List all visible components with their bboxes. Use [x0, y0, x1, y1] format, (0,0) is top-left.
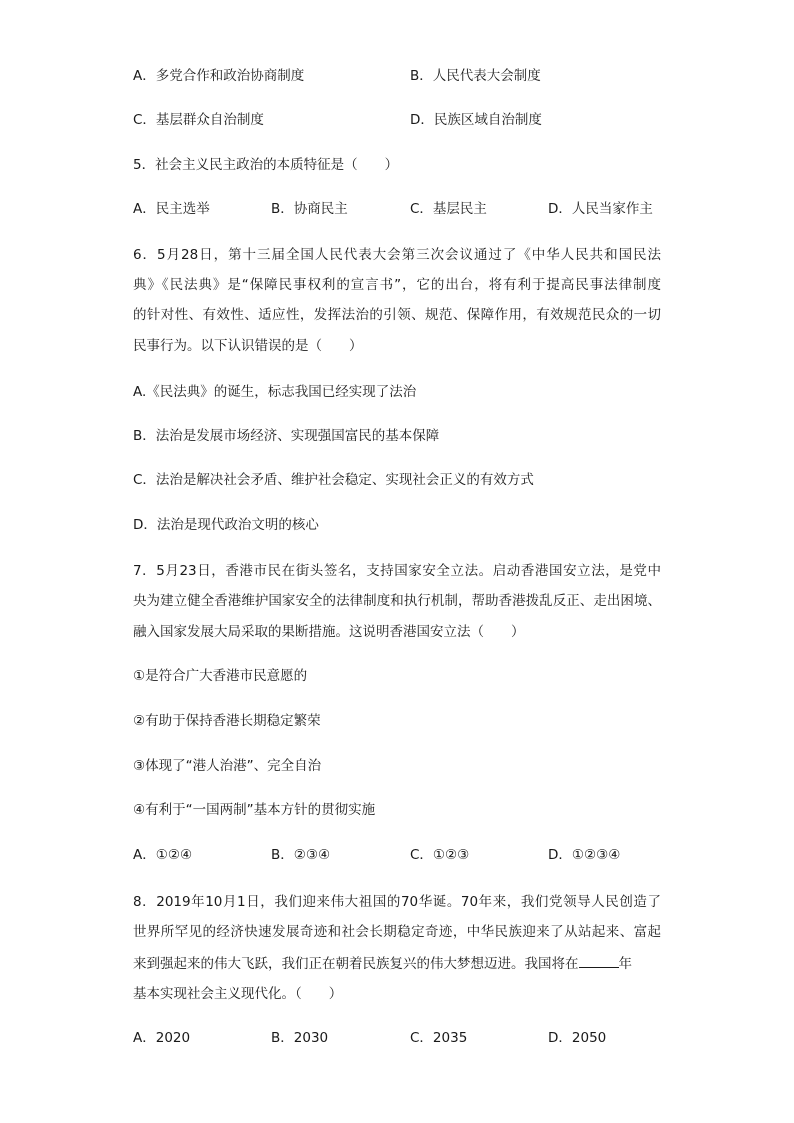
q7-stem-line-3: 融入国家发展大局采取的果断措施。这说明香港国安立法（ ）	[133, 624, 525, 640]
q7-stem-line-1: 7．5月23日，香港市民在街头签名，支持国家安全立法。启动香港国安立法，是党中	[133, 563, 661, 579]
q6-stem-line-3: 的针对性、有效性、适应性，发挥法治的引领、规范、保障作用，有效规范民众的一切	[133, 307, 661, 323]
q7-option-b: B．②③④	[271, 847, 331, 863]
q7-option-d: D．①②③④	[548, 847, 621, 863]
q8-stem-line-1: 8．2019年10月1日，我们迎来伟大祖国的70华诞。70年来，我们党领导人民创造了	[133, 894, 661, 910]
q5-option-d: D．人民当家作主	[548, 201, 653, 217]
q6-option-c: C．法治是解决社会矛盾、维护社会稳定、实现社会正义的有效方式	[133, 472, 534, 488]
q6-stem-line-2: 典》《民法典》是“保障民事权利的宣言书”，它的出台，将有利于提高民事法律制度	[133, 277, 661, 293]
q4-option-c: C．基层群众自治制度	[133, 112, 264, 128]
answer-blank	[579, 953, 619, 968]
q8-option-b: B．2030	[271, 1030, 329, 1046]
q6-option-d: D．法治是现代政治文明的核心	[133, 517, 319, 533]
q7-statement-4: ④有利于“一国两制”基本方针的贯彻实施	[133, 802, 376, 818]
q8-stem-line-4: 基本实现社会主义现代化。（ ）	[133, 986, 343, 1002]
q4-option-d: D．民族区域自治制度	[410, 112, 542, 128]
q6-stem-line-4: 民事行为。以下认识错误的是（ ）	[133, 338, 363, 354]
q4-option-a: A．多党合作和政治协商制度	[133, 68, 305, 84]
q8-stem-year-suffix: 年	[618, 956, 632, 972]
q6-option-a: A.《民法典》的诞生，标志我国已经实现了法治	[133, 384, 417, 400]
q6-stem-line-1: 6．5月28日，第十三届全国人民代表大会第三次会议通过了《中华人民共和国民法	[133, 247, 661, 263]
q5-option-b: B．协商民主	[271, 201, 348, 217]
q8-stem-line-3-text: 来到强起来的伟大飞跃，我们正在朝着民族复兴的伟大梦想迈进。我国将在	[133, 956, 579, 972]
q7-option-a: A．①②④	[133, 847, 193, 863]
q5-option-c: C．基层民主	[410, 201, 487, 217]
q6-option-b: B．法治是发展市场经济、实现强国富民的基本保障	[133, 428, 440, 444]
q7-statement-3: ③体现了“港人治港”、完全自治	[133, 758, 322, 774]
q8-stem-line-2: 世界所罕见的经济快速发展奇迹和社会长期稳定奇迹，中华民族迎来了从站起来、富起	[133, 924, 661, 940]
q7-statement-1: ①是符合广大香港市民意愿的	[133, 668, 308, 684]
q5-option-a: A．民主选举	[133, 201, 210, 217]
q8-option-d: D．2050	[548, 1030, 607, 1046]
q8-option-c: C．2035	[410, 1030, 468, 1046]
q7-stem-line-2: 央为建立健全香港维护国家安全的法律制度和执行机制，帮助香港拨乱反正、走出困境、	[133, 593, 661, 609]
q8-option-a: A．2020	[133, 1030, 191, 1046]
q7-statement-2: ②有助于保持香港长期稳定繁荣	[133, 713, 321, 729]
q7-option-c: C．①②③	[410, 847, 470, 863]
q4-option-b: B．人民代表大会制度	[410, 68, 541, 84]
q8-stem-line-3	[133, 953, 632, 974]
q5-stem: 5．社会主义民主政治的本质特征是（ ）	[133, 157, 399, 173]
